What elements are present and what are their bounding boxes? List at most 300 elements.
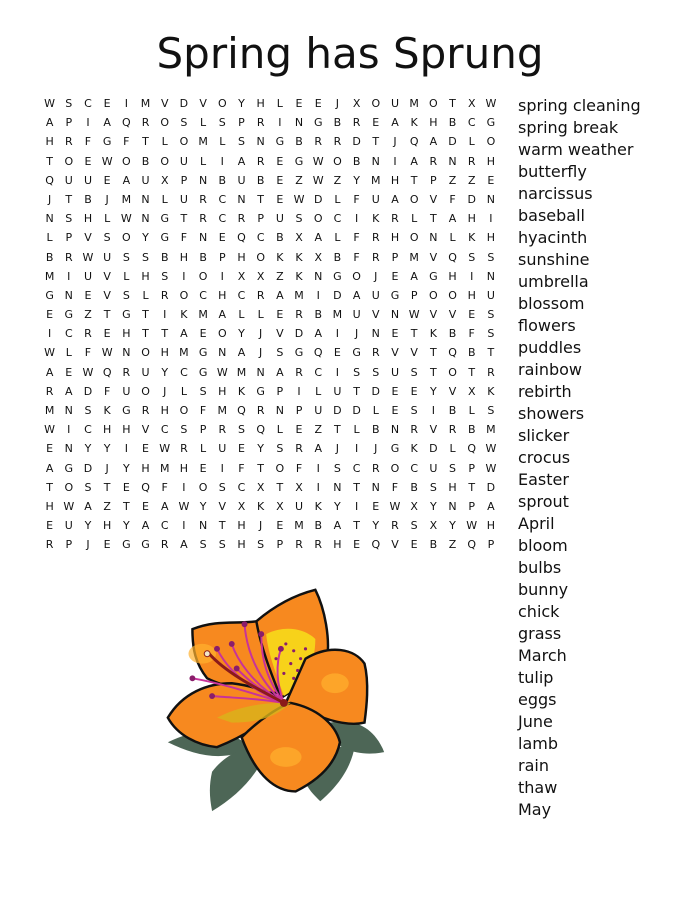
grid-letter: T [142,135,149,149]
grid-letter: E [103,173,111,187]
grid-letter: O [179,135,189,149]
grid-letter: A [218,308,227,322]
grid-letter: F [391,480,399,494]
grid-letter: U [371,288,380,302]
grid-letter: L [161,135,168,149]
grid-letter: C [314,365,323,379]
grid-letter: L [161,192,168,206]
grid-letter: H [83,212,93,226]
word-list-item: June [518,712,553,731]
grid-letter: U [64,173,73,187]
grid-letter: O [390,461,400,475]
grid-letter: G [160,231,169,245]
grid-letter: A [237,346,246,360]
grid-letter: B [141,154,150,168]
grid-letter: O [429,288,438,302]
grid-letter: T [449,97,456,110]
word-list-item: bunny [518,580,569,599]
grid-letter: F [161,480,168,494]
grid-letter: Y [84,519,92,533]
grid-letter: C [160,519,169,533]
grid-letter: X [256,480,265,494]
grid-letter: E [46,519,54,533]
grid-letter: O [429,97,438,110]
grid-letter: G [429,269,438,283]
grid-letter: T [410,327,418,341]
grid-letter: G [141,538,150,552]
grid-letter: E [410,384,418,398]
grid-letter: X [256,269,265,283]
grid-letter: H [160,404,169,417]
grid-letter: K [295,250,303,264]
grid-letter: L [276,97,283,110]
grid-letter: C [410,461,418,475]
grid-letter: S [84,404,92,417]
grid-letter: U [390,97,399,110]
grid-letter: O [275,461,285,475]
word-list-item: baseball [518,206,585,225]
grid-letter: S [199,538,207,552]
grid-letter: X [352,97,361,110]
word-list-item: sprout [518,492,569,511]
grid-letter: N [141,192,150,206]
grid-letter: L [411,212,418,226]
grid-letter: U [429,461,438,475]
grid-letter: O [122,231,131,245]
grid-letter: X [237,499,246,513]
grid-letter: R [371,461,380,475]
grid-letter: L [142,288,149,302]
grid-letter: T [46,154,53,168]
grid-letter: H [486,154,496,168]
grid-letter: B [467,346,476,360]
grid-letter: S [487,308,495,322]
grid-letter: W [312,173,324,187]
grid-letter: T [103,308,111,322]
grid-letter: X [276,499,284,513]
grid-letter: V [372,308,380,322]
grid-letter: Z [103,499,111,513]
grid-letter: V [199,97,207,110]
grid-letter: U [179,154,188,168]
grid-letter: I [316,288,320,302]
grid-letter: R [487,365,495,379]
grid-letter: B [372,423,380,437]
grid-letter: E [468,308,476,322]
grid-letter: L [449,442,456,456]
grid-letter: F [84,135,92,149]
grid-letter: V [391,538,399,552]
grid-letter: A [180,327,188,341]
grid-letter: F [353,192,360,206]
grid-letter: F [468,327,475,341]
grid-letter: V [84,231,92,245]
grid-letter: I [47,327,52,341]
grid-letter: U [83,269,92,283]
grid-letter: C [64,327,73,341]
grid-letter: L [200,442,207,456]
word-list-item: bloom [518,536,568,555]
grid-letter: N [448,499,457,513]
grid-letter: Q [313,346,323,360]
grid-letter: E [199,327,207,341]
grid-letter: S [487,327,495,341]
grid-letter: B [218,173,227,187]
grid-letter: B [199,250,207,264]
grid-letter: C [352,461,361,475]
grid-letter: P [199,423,207,437]
grid-letter: Y [429,499,437,513]
grid-letter: E [391,404,399,417]
grid-letter: U [83,173,92,187]
grid-letter: W [312,154,324,168]
grid-letter: D [83,384,93,398]
grid-letter: P [430,173,437,187]
grid-letter: O [217,97,227,110]
word-list-item: eggs [518,690,557,709]
grid-letter: O [160,116,170,130]
grid-letter: J [335,442,340,456]
grid-letter: G [294,154,304,168]
grid-letter: N [371,327,380,341]
grid-letter: R [122,365,131,379]
grid-letter: J [259,346,263,360]
grid-letter: P [65,231,73,245]
grid-letter: K [429,327,437,341]
grid-letter: T [353,384,360,398]
grid-letter: W [485,461,497,475]
grid-letter: T [276,480,284,494]
grid-letter: E [103,97,111,110]
grid-letter: N [275,404,284,417]
grid-letter: I [316,461,320,475]
grid-letter: M [486,423,496,437]
grid-letter: E [276,192,284,206]
grid-letter: E [333,346,341,360]
grid-letter: K [276,250,284,264]
grid-letter: B [276,231,284,245]
grid-letter: M [332,308,343,322]
grid-letter: P [218,250,226,264]
grid-letter: T [429,212,437,226]
grid-letter: N [198,519,208,533]
grid-letter: B [295,135,303,149]
grid-letter: R [256,404,265,417]
grid-letter: L [257,308,264,322]
grid-letter: V [429,250,438,264]
grid-letter: W [389,499,401,513]
grid-letter: A [391,116,399,130]
grid-letter: W [293,192,305,206]
grid-letter: H [237,538,246,552]
grid-letter: A [103,116,111,130]
grid-letter: P [180,173,188,187]
grid-letter: C [180,365,188,379]
grid-letter: U [371,192,380,206]
grid-letter: W [159,442,171,456]
grid-letter: E [391,384,399,398]
grid-letter: V [160,97,169,110]
grid-letter: O [198,480,208,494]
grid-letter: D [467,192,476,206]
grid-letter: S [372,365,380,379]
grid-letter: T [257,192,265,206]
grid-letter: E [295,423,303,437]
grid-letter: U [486,288,495,302]
grid-letter: I [182,480,186,494]
grid-letter: D [333,288,342,302]
grid-letter: I [220,461,224,475]
grid-letter: P [276,384,284,398]
grid-letter: I [67,269,71,283]
grid-letter: P [257,212,264,226]
grid-letter: O [198,269,208,283]
grid-letter: T [218,519,226,533]
grid-letter: R [218,423,227,437]
grid-letter: Y [429,384,437,398]
grid-letter: R [199,212,207,226]
grid-letter: O [64,480,74,494]
grid-letter: I [278,116,282,130]
word-list-item: April [518,514,555,533]
grid-letter: W [408,308,420,322]
grid-letter: Y [84,442,92,456]
grid-letter: D [429,442,438,456]
grid-letter: H [467,212,476,226]
grid-letter: D [294,327,304,341]
grid-letter: B [448,116,457,130]
grid-letter: S [410,519,418,533]
grid-letter: S [142,250,150,264]
grid-letter: A [45,116,54,130]
grid-letter: N [64,442,73,456]
word-list-item: warm weather [518,140,634,159]
grid-letter: L [238,308,245,322]
grid-letter: R [256,116,265,130]
grid-letter: L [200,116,207,130]
grid-letter: C [84,423,92,437]
grid-letter: E [276,154,284,168]
grid-letter: D [83,461,93,475]
grid-letter: J [105,461,109,475]
grid-letter: A [122,173,131,187]
grid-letter: R [295,538,303,552]
grid-letter: D [371,384,381,398]
word-list-item: thaw [518,778,558,797]
grid-letter: O [64,154,74,168]
grid-letter: N [237,192,246,206]
grid-letter: T [257,461,265,475]
grid-letter: O [313,212,323,226]
grid-letter: S [199,384,207,398]
grid-letter: I [124,97,128,110]
word-list-item: hyacinth [518,228,588,247]
grid-letter: J [374,269,378,283]
grid-letter: H [103,423,112,437]
grid-letter: Q [467,538,477,552]
grid-letter: T [65,192,73,206]
word-list-item: sunshine [518,250,590,269]
grid-letter: C [84,97,92,110]
grid-letter: E [410,538,418,552]
word-list-item: tulip [518,668,554,687]
grid-letter: S [410,365,418,379]
grid-letter: F [199,404,207,417]
grid-letter: T [429,365,437,379]
grid-letter: O [409,231,419,245]
grid-letter: V [391,346,399,360]
grid-letter: R [64,250,73,264]
grid-letter: G [122,404,131,417]
grid-letter: S [295,212,303,226]
grid-letter: Q [237,231,246,245]
grid-letter: S [237,423,245,437]
grid-letter: K [180,308,188,322]
grid-letter: E [353,538,361,552]
grid-letter: G [313,116,323,130]
grid-letter: C [333,212,342,226]
grid-letter: U [352,308,361,322]
grid-letter: U [275,212,284,226]
grid-letter: T [103,480,111,494]
grid-letter: Y [372,519,380,533]
word-list-item: rainbow [518,360,582,379]
grid-letter: Y [122,461,130,475]
grid-letter: W [44,346,56,360]
grid-letter: I [354,499,359,513]
grid-letter: R [295,308,303,322]
grid-letter: H [122,327,131,341]
grid-letter: Q [448,346,457,360]
grid-letter: N [314,269,323,283]
grid-letter: U [122,384,131,398]
grid-letter: G [352,346,361,360]
grid-letter: T [142,308,149,322]
grid-letter: H [141,461,150,475]
grid-letter: X [295,231,303,245]
grid-letter: T [429,346,437,360]
grid-letter: Z [314,423,322,437]
word-list-item: grass [518,624,562,643]
grid-letter: I [393,154,397,168]
grid-letter: O [486,135,496,149]
grid-letter: Y [449,519,456,533]
grid-letter: L [123,269,130,283]
grid-letter: G [45,288,54,302]
grid-letter: S [449,461,457,475]
grid-letter: J [86,538,90,552]
grid-letter: V [276,327,284,341]
grid-letter: P [468,499,476,513]
grid-letter: G [486,116,496,130]
grid-letter: V [448,308,457,322]
grid-letter: W [82,365,94,379]
grid-letter: R [371,231,380,245]
grid-letter: E [372,116,380,130]
grid-letter: C [218,192,227,206]
grid-letter: F [180,231,188,245]
grid-letter: Q [102,365,112,379]
grid-letter: K [314,499,322,513]
grid-letter: U [141,173,150,187]
grid-letter: R [64,135,73,149]
grid-letter: M [294,288,304,302]
grid-letter: L [334,192,341,206]
grid-letter: S [276,346,284,360]
grid-letter: M [121,192,132,206]
grid-letter: G [333,269,342,283]
grid-letter: O [160,154,170,168]
grid-letter: N [64,288,73,302]
grid-letter: B [256,173,265,187]
grid-letter: E [103,538,111,552]
grid-letter: Q [448,250,457,264]
grid-letter: K [487,384,495,398]
grid-letter: A [276,365,284,379]
grid-letter: T [142,327,149,341]
grid-letter: B [160,250,169,264]
grid-letter: V [429,192,438,206]
grid-letter: P [238,116,245,130]
grid-letter: E [103,327,111,341]
grid-letter: F [353,231,360,245]
grid-letter: N [371,154,380,168]
grid-letter: C [256,231,265,245]
grid-letter: L [180,384,187,398]
grid-letter: M [159,461,170,475]
grid-letter: S [218,480,226,494]
grid-letter: L [276,423,283,437]
grid-letter: V [103,288,111,302]
grid-letter: E [487,173,495,187]
grid-letter: O [448,365,457,379]
grid-letter: B [448,327,457,341]
grid-letter: R [160,538,169,552]
grid-letter: B [429,538,438,552]
grid-letter: E [46,308,54,322]
grid-letter: P [487,538,495,552]
grid-letter: H [486,519,496,533]
grid-letter: H [179,461,189,475]
grid-letter: H [218,288,227,302]
grid-letter: E [218,231,226,245]
grid-letter: R [371,346,380,360]
grid-letter: S [237,135,245,149]
grid-letter: W [120,212,132,226]
grid-letter: G [294,346,304,360]
grid-letter: N [333,480,342,494]
grid-letter: P [276,538,284,552]
grid-letter: X [410,499,418,513]
grid-letter: C [199,288,207,302]
word-list [518,95,641,821]
grid-letter: G [390,442,400,456]
grid-letter: Q [256,423,265,437]
grid-letter: R [333,135,342,149]
grid-letter: M [409,250,419,264]
grid-letter: K [410,442,418,456]
word-list-item: crocus [518,448,571,467]
grid-letter: A [314,442,322,456]
grid-letter: O [448,288,457,302]
grid-letter: S [333,461,341,475]
grid-letter: L [65,346,72,360]
grid-letter: V [429,423,438,437]
grid-letter: U [64,519,73,533]
grid-letter: R [352,116,361,130]
grid-letter: I [470,269,474,283]
grid-letter: U [103,250,112,264]
